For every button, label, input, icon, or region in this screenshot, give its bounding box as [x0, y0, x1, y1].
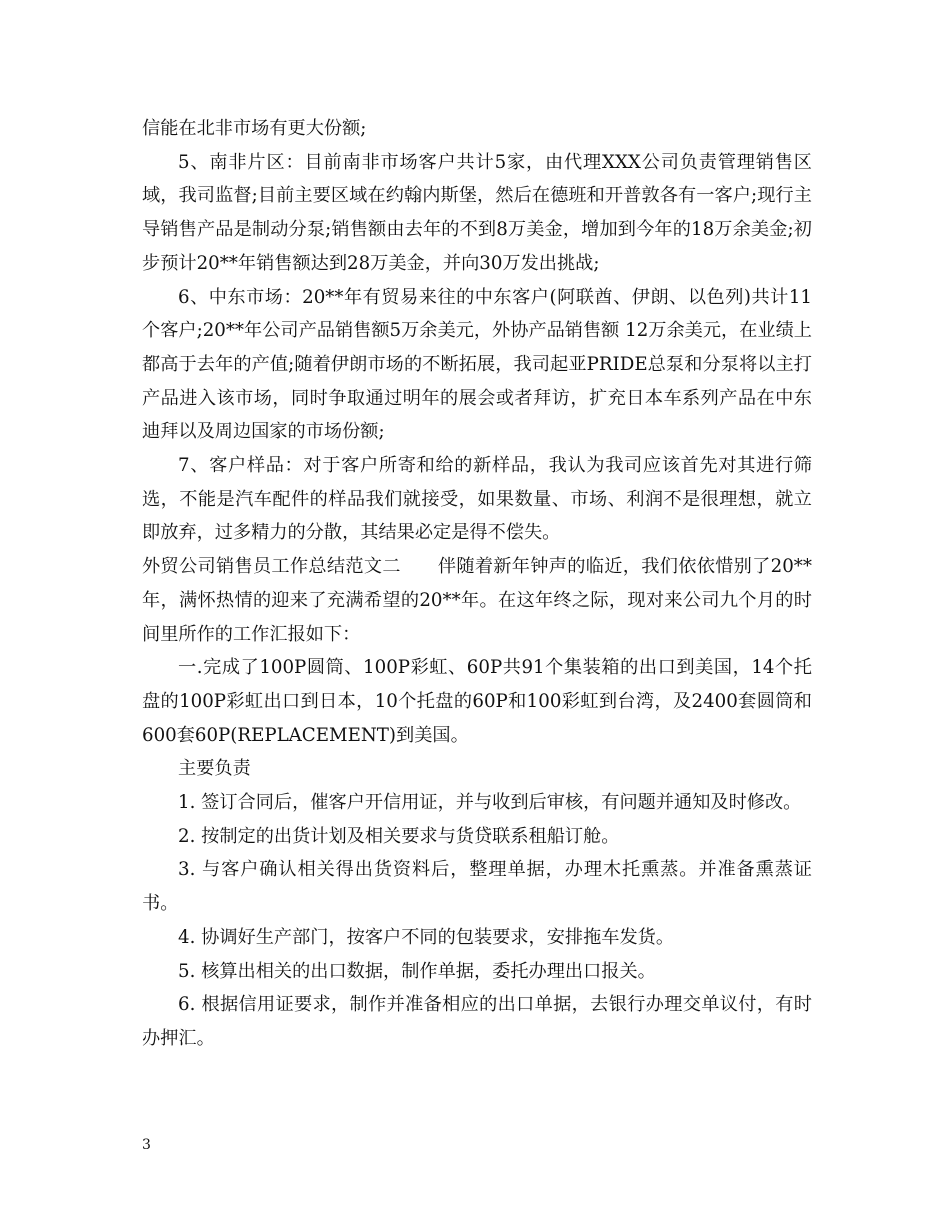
duty-item-1: 1. 签订合同后，催客户开信用证，并与收到后审核，有问题并通知及时修改。: [178, 792, 802, 814]
paragraph-north-africa-continuation: 信能在北非市场有更大份额;: [142, 118, 367, 139]
paragraph-middle-east: 6、中东市场：20**年有贸易来往的中东客户(阿联酋、伊朗、以色列)共计11个客户;20**年公司产品销售额5万余美元，外协产品销售额 12万余美元，在业绩上都高于去年的产值;随着伊朗市场的不断拓展，我司起亚PRIDE总泵和分泵将以主打产品进入该市场，同时争取通过明年的展会或者拜访，扩充日本车系列产品在中东迪拜以及周边国家的市场份额;: [142, 286, 812, 443]
duty-item-6: 6. 根据信用证要求，制作并准备相应的出口单据，去银行办理交单议付，有时办押汇。: [142, 994, 812, 1049]
duty-item-2: 2. 按制定的出货计划及相关要求与货贷联系租船订舱。: [178, 825, 620, 847]
document-body: [142, 112, 812, 1056]
paragraph-export-summary: 一.完成了100P圆筒、100P彩虹、60P共91个集装箱的出口到美国，14个托盘的100P彩虹出口到日本，10个托盘的60P和100彩虹到台湾，及2400套圆筒和600套60P(REPLACEMENT)到美国。: [142, 657, 812, 746]
page-number: 3: [142, 1137, 151, 1153]
duty-item-3: 3. 与客户确认相关得出货资料后，整理单据，办理木托熏蒸。并准备熏蒸证书。: [142, 859, 812, 915]
duty-item-5: 5. 核算出相关的出口数据，制作单据，委托办理出口报关。: [178, 960, 656, 982]
paragraph-sample-two-intro: 外贸公司销售员工作总结范文二 伴随着新年钟声的临近，我们依依惜别了20**年，满怀热情的迎来了充满希望的20**年。在这年终之际，现对来公司九个月的时间里所作的工作汇报如下：: [142, 556, 812, 645]
paragraph-main-duties-heading: 主要负责: [178, 758, 251, 780]
paragraph-south-africa: 5、南非片区：目前南非市场客户共计5家，由代理XXX公司负责管理销售区域，我司监督;目前主要区域在约翰内斯堡，然后在德班和开普敦各有一客户;现行主导销售产品是制动分泵;销售额由去年的不到8万美金，增加到今年的18万余美金;初步预计20**年销售额达到28万美金，并向30万发出挑战;: [142, 151, 812, 274]
duty-item-4: 4. 协调好生产部门，按客户不同的包装要求，安排拖车发货。: [178, 926, 675, 948]
paragraph-customer-samples: 7、客户样品：对于客户所寄和给的新样品，我认为我司应该首先对其进行筛选，不能是汽车配件的样品我们就接受，如果数量、市场、利润不是很理想，就立即放弃，过多精力的分散，其结果必定是得不偿失。: [142, 455, 812, 544]
